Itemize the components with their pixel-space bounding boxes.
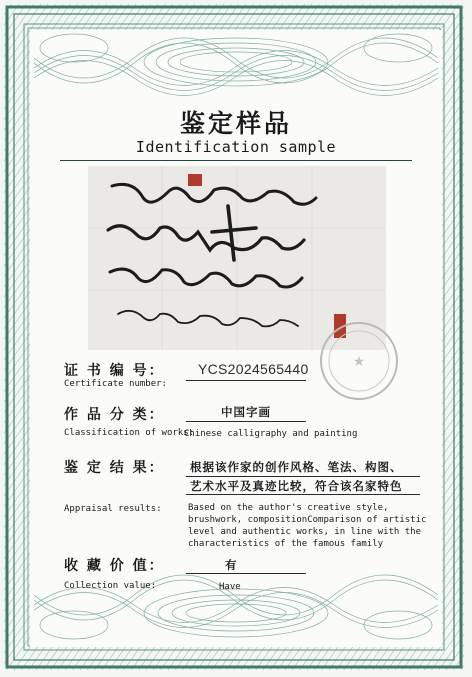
classification-label-en: Classification of works: xyxy=(64,428,195,438)
collection-value-en: Have xyxy=(219,582,241,592)
certificate-number-label-en: Certificate number: xyxy=(64,379,167,389)
classification-underline xyxy=(186,421,306,422)
collection-label: 收 藏 价 值： xyxy=(64,558,165,574)
certificate-number-underline xyxy=(186,380,306,381)
appraisal-value-cn-2: 艺术水平及真迹比较，符合该名家特色 xyxy=(190,479,403,493)
title-divider xyxy=(60,160,412,161)
top-ornament xyxy=(34,28,438,108)
classification-value-cn: 中国字画 xyxy=(221,405,271,419)
classification-value-en: Chinese calligraphy and painting xyxy=(184,429,358,439)
collection-label-en: Collection value: xyxy=(64,581,157,591)
svg-text:★: ★ xyxy=(352,354,366,370)
collection-value-cn: 有 xyxy=(225,558,238,572)
appraisal-value-en-1: Based on the author's creative style, xyxy=(188,503,389,513)
certificate-title: 鉴定样品 xyxy=(179,109,292,138)
bottom-ornament xyxy=(34,565,438,645)
appraisal-label: 鉴 定 结 果： xyxy=(64,460,165,476)
certificate-subtitle: Identification sample xyxy=(135,138,337,156)
appraisal-value-en-4: characteristics of the famous family xyxy=(188,539,384,549)
appraisal-stamp xyxy=(318,320,400,402)
appraisal-underline-2 xyxy=(186,494,420,495)
appraisal-value-en-3: level and authentic works, in line with the xyxy=(188,527,421,537)
appraisal-value-cn-1: 根据该作家的创作风格、笔法、构图、 xyxy=(190,460,403,474)
certificate-number-label: 证 书 编 号： xyxy=(64,363,165,379)
collection-underline xyxy=(186,573,306,574)
appraisal-value-en-2: brushwork, compositionComparison of artistic xyxy=(188,515,427,525)
appraisal-label-en: Appraisal results: xyxy=(64,504,162,514)
certificate-number-value: YCS2024565440 xyxy=(198,361,309,377)
appraisal-underline-1 xyxy=(186,476,420,477)
classification-label: 作 品 分 类： xyxy=(64,407,165,423)
